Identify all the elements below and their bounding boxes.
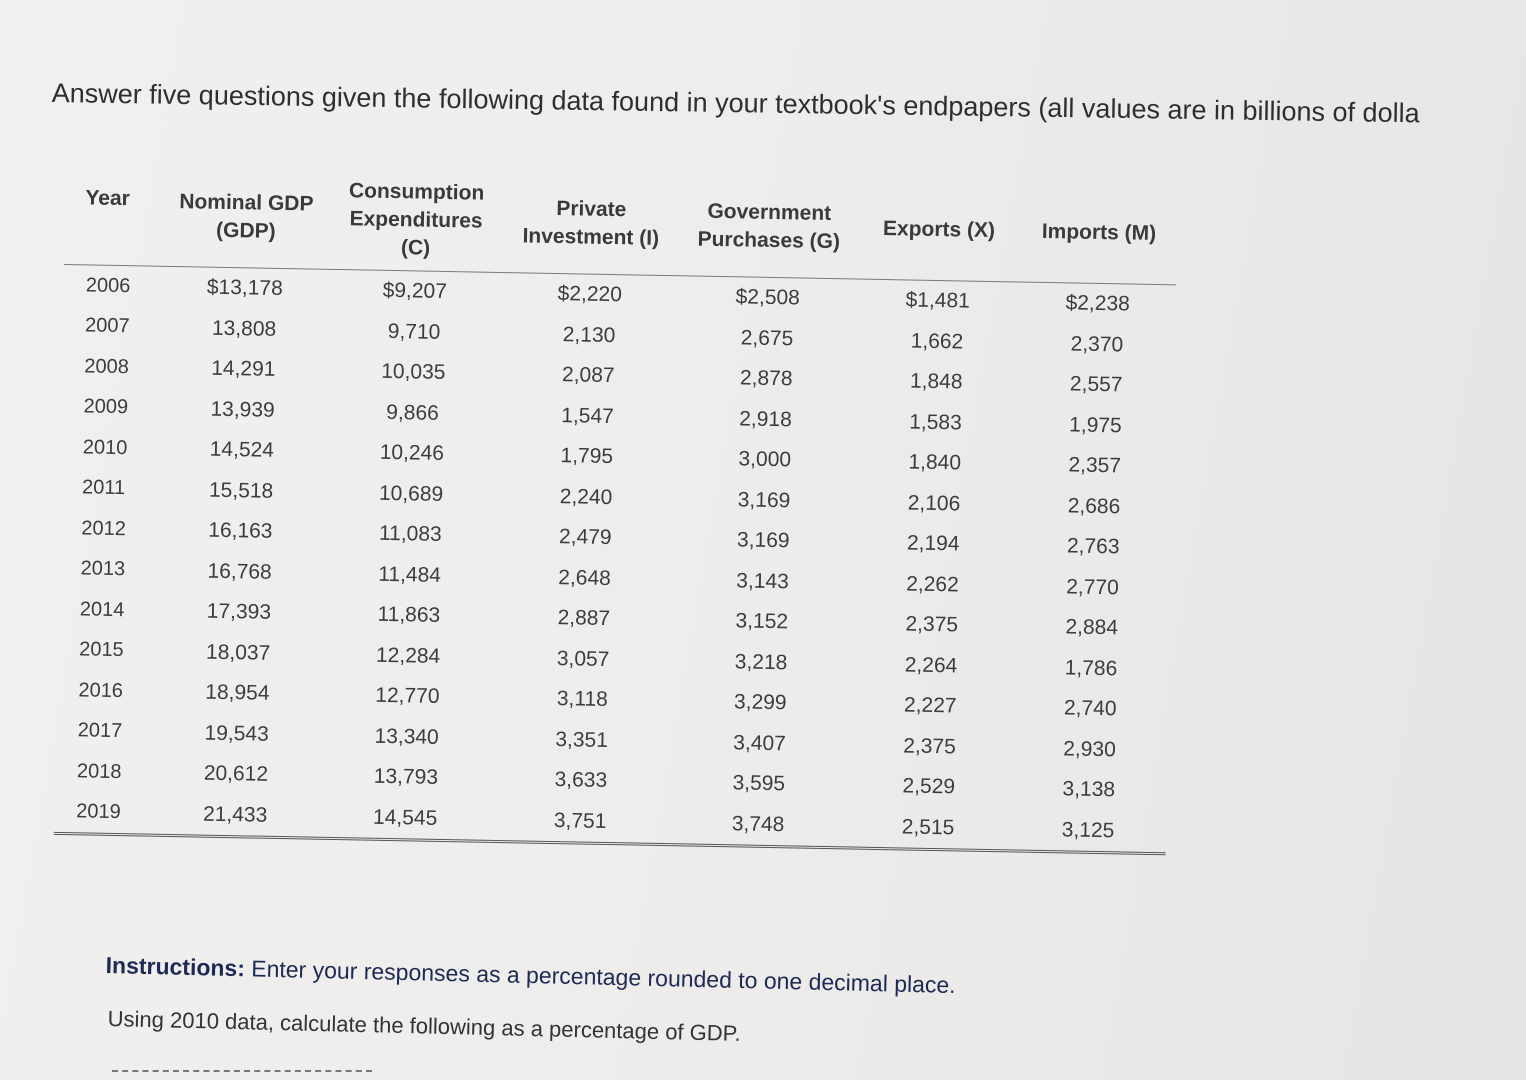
cell-government-purchases: 2,918 xyxy=(739,407,793,432)
cell-government-purchases: 3,748 xyxy=(670,803,847,848)
cell-imports: 3,138 xyxy=(1062,777,1116,802)
cell-government-purchases: 3,169 xyxy=(737,488,791,513)
cell-exports: 2,529 xyxy=(902,774,956,799)
cell-exports: 2,106 xyxy=(907,491,961,516)
cell-exports: 1,840 xyxy=(908,450,962,475)
cell-private-investment: 3,751 xyxy=(490,799,671,844)
cell-exports: 2,375 xyxy=(903,734,957,759)
cell-nominal-gdp: 16,768 xyxy=(207,559,272,584)
cell-year: 2006 xyxy=(85,274,131,297)
cell-year: 2016 xyxy=(78,679,124,702)
cell-government-purchases: 3,299 xyxy=(733,690,787,715)
cell-nominal-gdp: $13,178 xyxy=(206,275,283,301)
instructions-text xyxy=(105,952,956,999)
cell-consumption: 9,866 xyxy=(386,400,440,425)
cell-year: 2014 xyxy=(79,598,125,621)
cell-government-purchases: 3,152 xyxy=(735,609,789,634)
cropped-line-divider xyxy=(112,1070,372,1072)
cell-nominal-gdp: 13,808 xyxy=(211,316,277,341)
cell-nominal-gdp: 18,037 xyxy=(205,640,271,665)
cell-exports: 1,662 xyxy=(910,329,964,354)
header-government-purchases: Government Purchases (G) xyxy=(680,179,858,279)
cell-exports: 1,848 xyxy=(909,369,963,394)
cell-consumption: 13,340 xyxy=(374,724,439,749)
cell-imports: 2,770 xyxy=(1066,575,1119,600)
cell-exports: 2,194 xyxy=(906,531,960,556)
cell-consumption: $9,207 xyxy=(382,279,448,304)
cell-year: 2015 xyxy=(78,638,124,662)
cell-exports: 2,227 xyxy=(903,693,957,718)
cell-private-investment: 2,648 xyxy=(558,565,612,590)
intro-text: Answer five questions given the following data found in your textbook's endpapers (all values are in billions of dolla xyxy=(51,78,1420,129)
cell-year: 2012 xyxy=(81,517,127,540)
cell-consumption: 12,770 xyxy=(375,684,440,709)
cell-consumption: 12,284 xyxy=(375,643,441,668)
cell-exports: 2,264 xyxy=(904,653,958,678)
cell-government-purchases: 3,218 xyxy=(734,650,788,675)
question-text: Using 2010 data, calculate the following as a percentage of GDP. xyxy=(107,1006,741,1046)
header-nominal-gdp: Nominal GDP (GDP) xyxy=(160,170,332,270)
cell-private-investment: 3,633 xyxy=(554,768,608,793)
cell-imports: 2,930 xyxy=(1063,737,1117,762)
cell-imports: 1,975 xyxy=(1068,413,1122,438)
cell-nominal-gdp: 14,291 xyxy=(211,356,276,382)
cell-consumption: 14,545 xyxy=(320,796,491,841)
gdp-table-container xyxy=(54,168,1178,855)
instructions-body: Enter your responses as a percentage rounded to one decimal place. xyxy=(244,955,956,999)
cell-government-purchases: $2,508 xyxy=(735,285,801,310)
cell-exports: 2,262 xyxy=(906,572,960,597)
cell-consumption: 13,793 xyxy=(373,764,439,790)
cell-consumption: 10,246 xyxy=(379,441,445,466)
table-body xyxy=(54,264,1176,853)
cell-private-investment: 3,057 xyxy=(556,646,610,671)
cell-consumption: 9,710 xyxy=(387,319,441,344)
gdp-data-table xyxy=(54,168,1178,855)
header-consumption: Consumption Expenditures (C) xyxy=(330,173,502,273)
cell-exports: 2,375 xyxy=(905,612,959,637)
cell-consumption: 11,484 xyxy=(378,562,442,587)
cell-nominal-gdp: 18,954 xyxy=(205,680,270,706)
cell-exports: 1,583 xyxy=(908,410,962,435)
cell-government-purchases: 2,675 xyxy=(740,326,794,351)
cell-private-investment: 1,547 xyxy=(561,403,615,428)
cell-year: 2011 xyxy=(81,476,126,500)
cell-private-investment: 1,795 xyxy=(560,444,614,469)
cell-private-investment: 3,118 xyxy=(556,687,609,712)
cell-year: 2018 xyxy=(76,760,122,783)
cell-nominal-gdp: 16,163 xyxy=(208,518,273,544)
cell-consumption: 10,689 xyxy=(378,481,444,506)
cell-imports: 2,763 xyxy=(1066,534,1120,559)
cell-imports: 2,740 xyxy=(1063,696,1117,721)
cell-private-investment: 2,887 xyxy=(557,606,611,631)
cell-exports: 2,515 xyxy=(846,806,1011,851)
cell-nominal-gdp: 21,433 xyxy=(150,793,321,838)
cell-year: 2019 xyxy=(54,791,151,835)
cell-year: 2013 xyxy=(80,557,126,581)
cell-government-purchases: 2,878 xyxy=(739,366,793,391)
cell-year: 2010 xyxy=(82,436,128,459)
header-imports: Imports (M) xyxy=(1020,186,1178,285)
cell-private-investment: 2,479 xyxy=(558,525,612,550)
cell-consumption: 10,035 xyxy=(380,360,446,385)
cell-imports: 2,370 xyxy=(1070,332,1124,357)
cell-imports: 2,357 xyxy=(1068,453,1122,478)
cell-imports: $2,238 xyxy=(1065,291,1131,316)
cell-private-investment: 2,087 xyxy=(561,363,615,388)
cell-consumption: 11,083 xyxy=(378,522,442,547)
cell-government-purchases: 3,407 xyxy=(733,731,787,756)
cell-nominal-gdp: 14,524 xyxy=(209,437,275,463)
cell-imports: 2,884 xyxy=(1065,615,1119,640)
cell-year: 2008 xyxy=(84,355,130,378)
cell-exports: $1,481 xyxy=(905,288,971,313)
cell-private-investment: 2,240 xyxy=(559,484,613,509)
header-exports: Exports (X) xyxy=(856,183,1022,282)
cell-nominal-gdp: 19,543 xyxy=(204,721,269,746)
cell-imports: 2,557 xyxy=(1069,372,1123,397)
cell-imports: 2,686 xyxy=(1067,494,1121,519)
cell-government-purchases: 3,595 xyxy=(732,771,786,796)
cell-private-investment: $2,220 xyxy=(557,282,623,307)
cell-nominal-gdp: 15,518 xyxy=(208,478,274,503)
cell-imports: 1,786 xyxy=(1064,656,1118,681)
cell-consumption: 11,863 xyxy=(377,603,441,628)
cell-year: 2017 xyxy=(77,719,123,743)
header-year: Year xyxy=(64,168,162,266)
cell-year: 2007 xyxy=(84,314,130,338)
header-private-investment: Private Investment (I) xyxy=(500,176,682,276)
cell-government-purchases: 3,169 xyxy=(736,528,790,553)
cell-nominal-gdp: 17,393 xyxy=(206,599,272,625)
cell-nominal-gdp: 20,612 xyxy=(203,761,269,787)
cell-government-purchases: 3,143 xyxy=(736,569,790,594)
cell-nominal-gdp: 13,939 xyxy=(210,397,275,422)
cell-imports: 3,125 xyxy=(1010,809,1167,854)
instructions-lead: Instructions: xyxy=(105,952,246,982)
cell-private-investment: 2,130 xyxy=(562,322,616,347)
cell-private-investment: 3,351 xyxy=(555,727,609,752)
cell-year: 2009 xyxy=(83,395,129,419)
cell-government-purchases: 3,000 xyxy=(738,447,792,472)
